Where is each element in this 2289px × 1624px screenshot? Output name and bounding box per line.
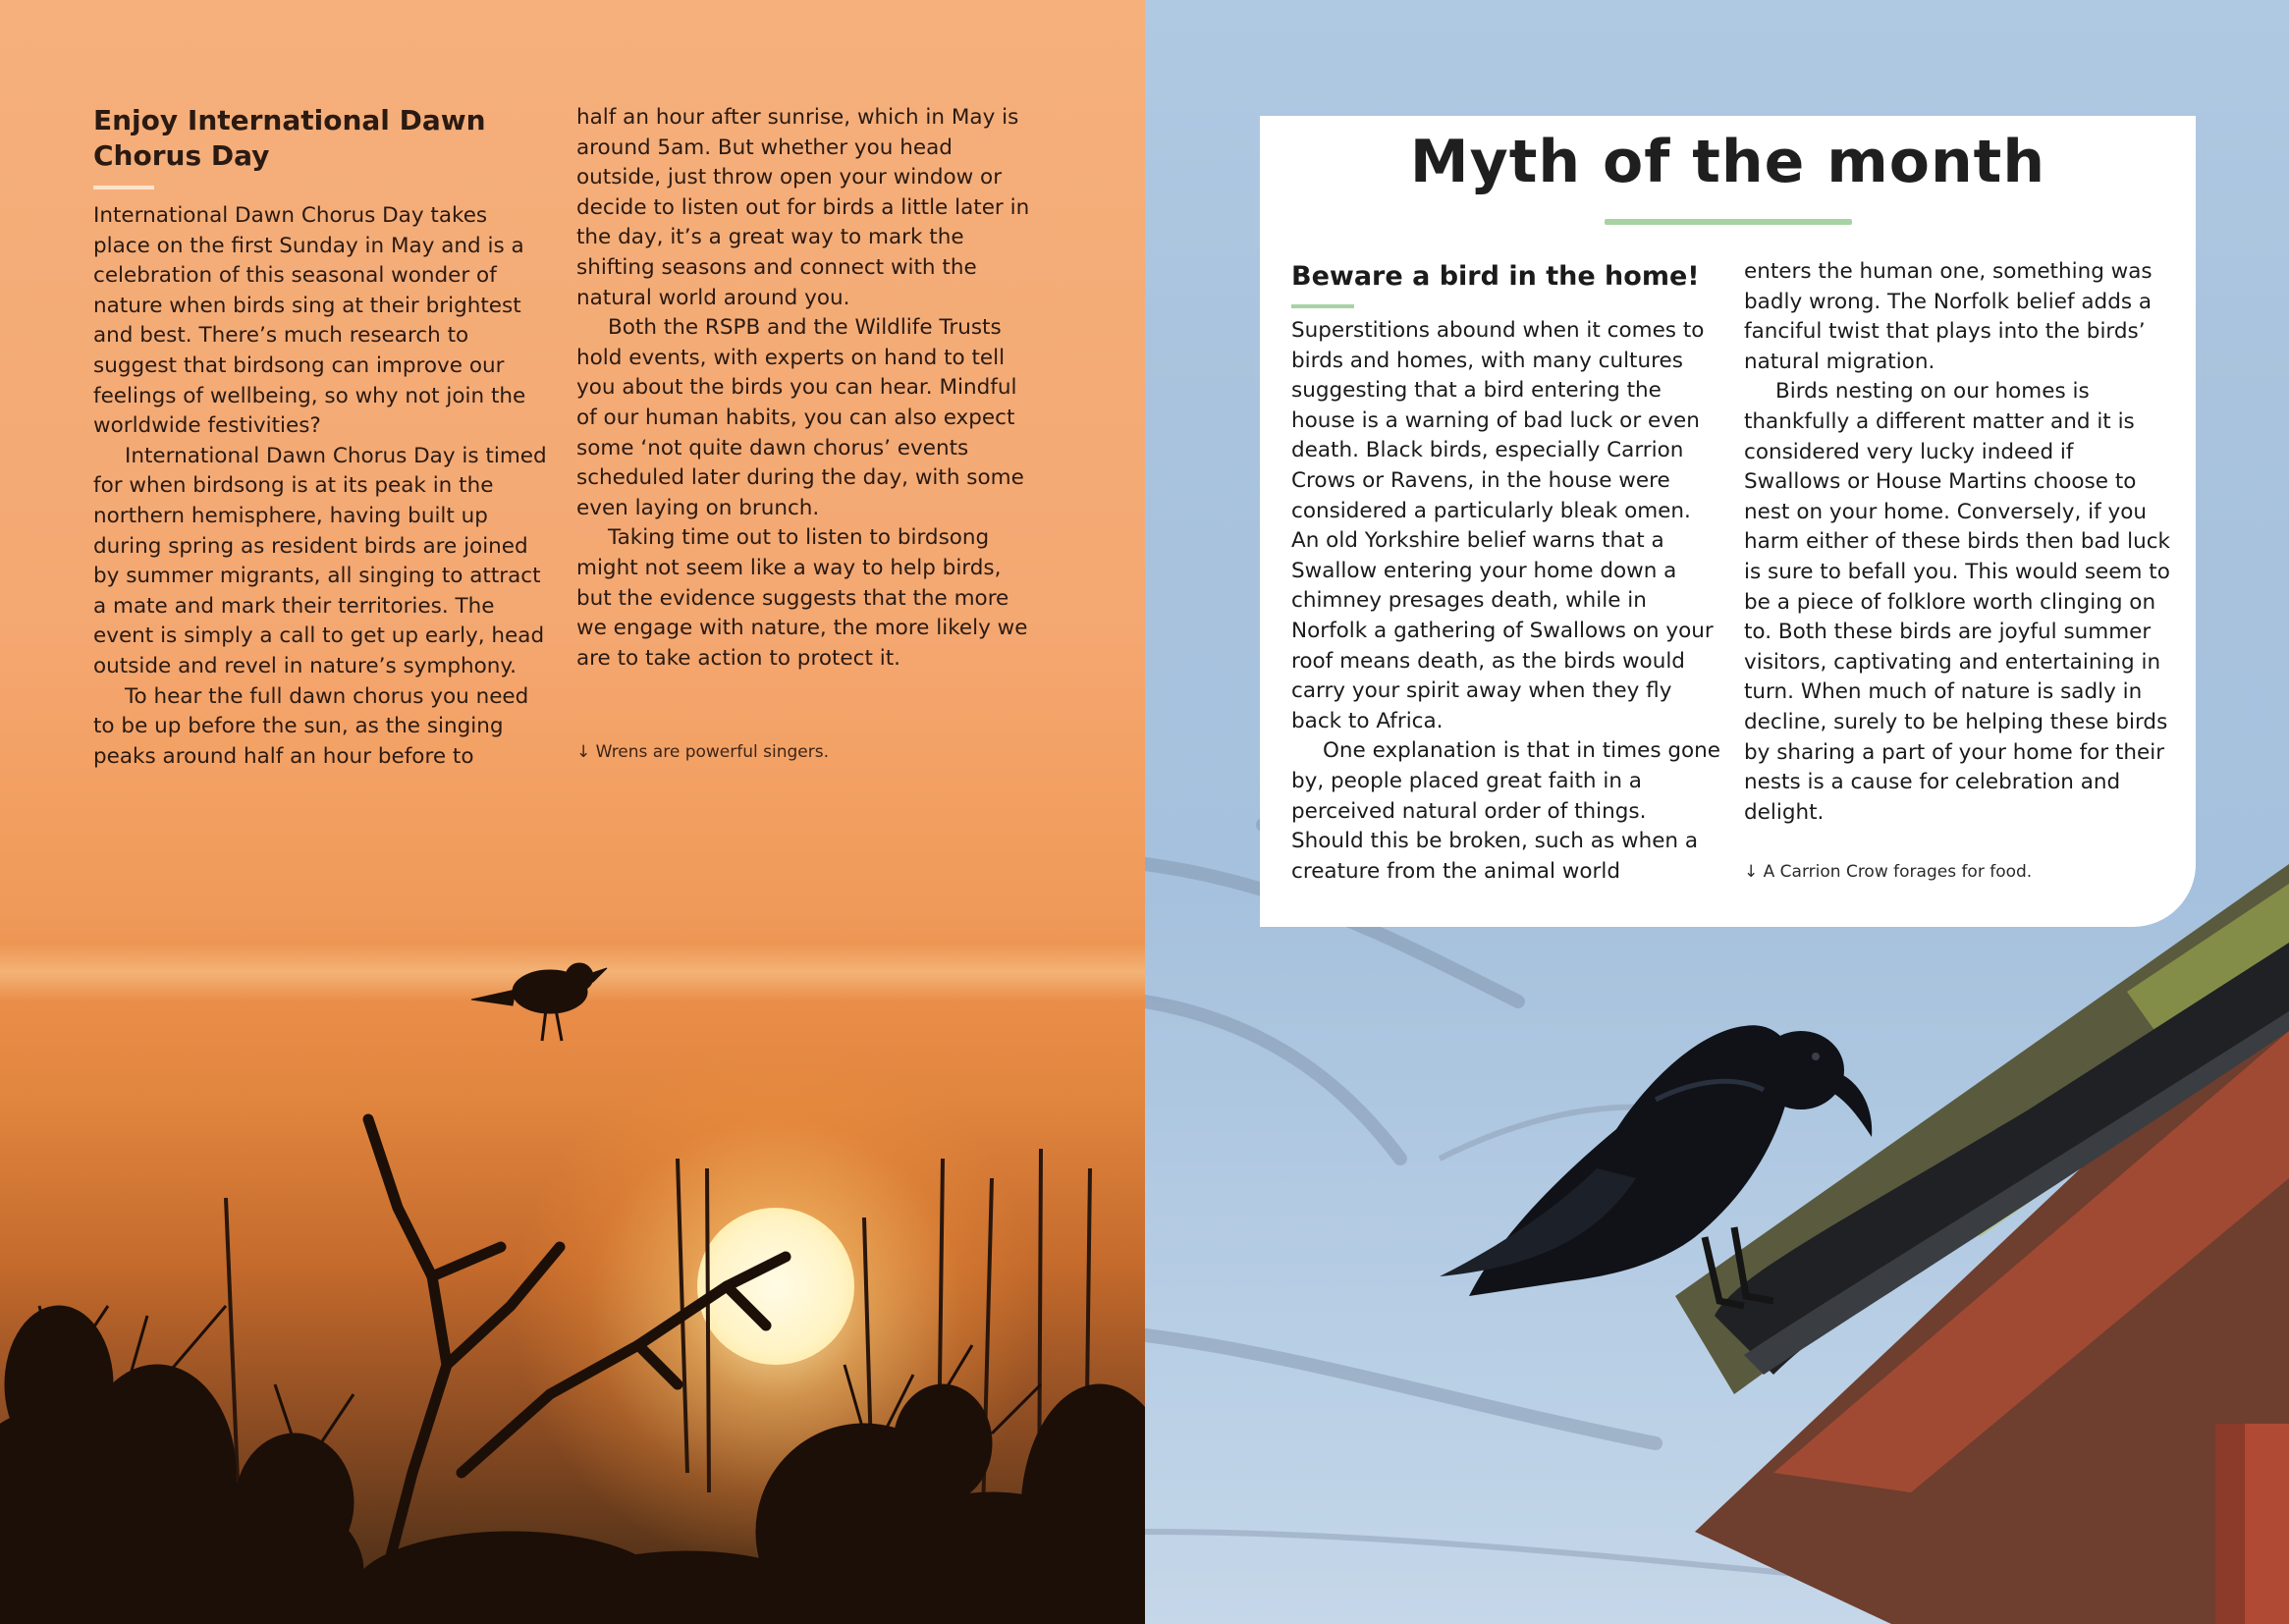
paragraph: half an hour after sunrise, which in May is around 5am. But whether you head outside, just throw open your window or decide to listen out for birds a little later in the day, it’s a great way to mark the shifting seasons and connect with the natural world around you. (576, 105, 1030, 310)
myth-title: Myth of the month (1409, 128, 2046, 196)
paragraph: To hear the full dawn chorus you need to be up before the sun, as the singing peaks around half an hour before to (93, 683, 529, 769)
paragraph: Birds nesting on our homes is thankfully a different matter and it is considered very lucky indeed if Swallows or House Martins choose to nest on your home. Conversely, if you harm either of these birds then bad luck is sure to befall you. This would seem to be a piece of folklore worth clinging on to. Both these birds are joyful summer visitors, captivating and entertaining in turn. When much of nature is sadly in decline, surely to be helping these birds by sharing a part of your home for their nests is a cause for celebration and delight. (1744, 379, 2170, 825)
dawn-chorus-heading: Enjoy International Dawn Chorus Day (93, 104, 486, 172)
subheading-underline (1291, 304, 1354, 308)
paragraph: One explanation is that in times gone by, people placed great faith in a perceived natural order of things. Should this be broken, such as when a creature from the animal world (1291, 738, 1721, 884)
left-column-1 (93, 103, 550, 772)
crow-photo-caption: ↓ A Carrion Crow forages for food. (1744, 862, 2033, 882)
right-column-1 (1291, 257, 1723, 887)
left-column-2 (576, 103, 1033, 674)
title-underline (1605, 219, 1852, 225)
paragraph: International Dawn Chorus Day is timed for when birdsong is at its peak in the northern hemisphere, having built up during spring as resident birds are joined by summer migrants, all singing to attract a mate and mark their territories. The event is simply a call to get up early, head outside and revel in nature’s symphony. (93, 443, 547, 678)
wren-photo-caption: ↓ Wrens are powerful singers. (576, 742, 829, 762)
heading-underline (93, 186, 154, 189)
paragraph: International Dawn Chorus Day takes place on the first Sunday in May and is a celebration of this seasonal wonder of nature when birds sing at their brightest and best. There’s much research to suggest that birdsong can improve our feelings of wellbeing, so why not join the worldwide festivities? (93, 203, 526, 439)
paragraph: Both the RSPB and the Wildlife Trusts hold events, with experts on hand to tell you about the birds you can hear. Mindful of our human habits, you can also expect some ‘not quite dawn chorus’ events scheduled later during the day, with some even laying on brunch. (576, 315, 1024, 520)
paragraph: Taking time out to listen to birdsong might not seem like a way to help birds, but the evidence suggests that the more we engage with nature, the more likely we are to take action to protect it. (576, 525, 1028, 671)
right-column-2 (1744, 257, 2176, 828)
wren-silhouette-photo (0, 923, 1145, 1624)
paragraph: enters the human one, something was badly wrong. The Norfolk belief adds a fanciful twist that plays into the birds’ natural migration. (1744, 259, 2153, 374)
paragraph: Superstitions abound when it comes to birds and homes, with many cultures suggesting that a bird entering the house is a warning of bad luck or even death. Black birds, especially Carrion Crows or Ravens, in the house were considered a particularly bleak omen. An old Yorkshire belief warns that a Swallow entering your home down a chimney presages death, while in Norfolk a gathering of Swallows on your roof means death, as the birds would carry your spirit away when they fly back to Africa. (1291, 318, 1714, 733)
myth-subheading: Beware a bird in the home! (1291, 261, 1700, 292)
